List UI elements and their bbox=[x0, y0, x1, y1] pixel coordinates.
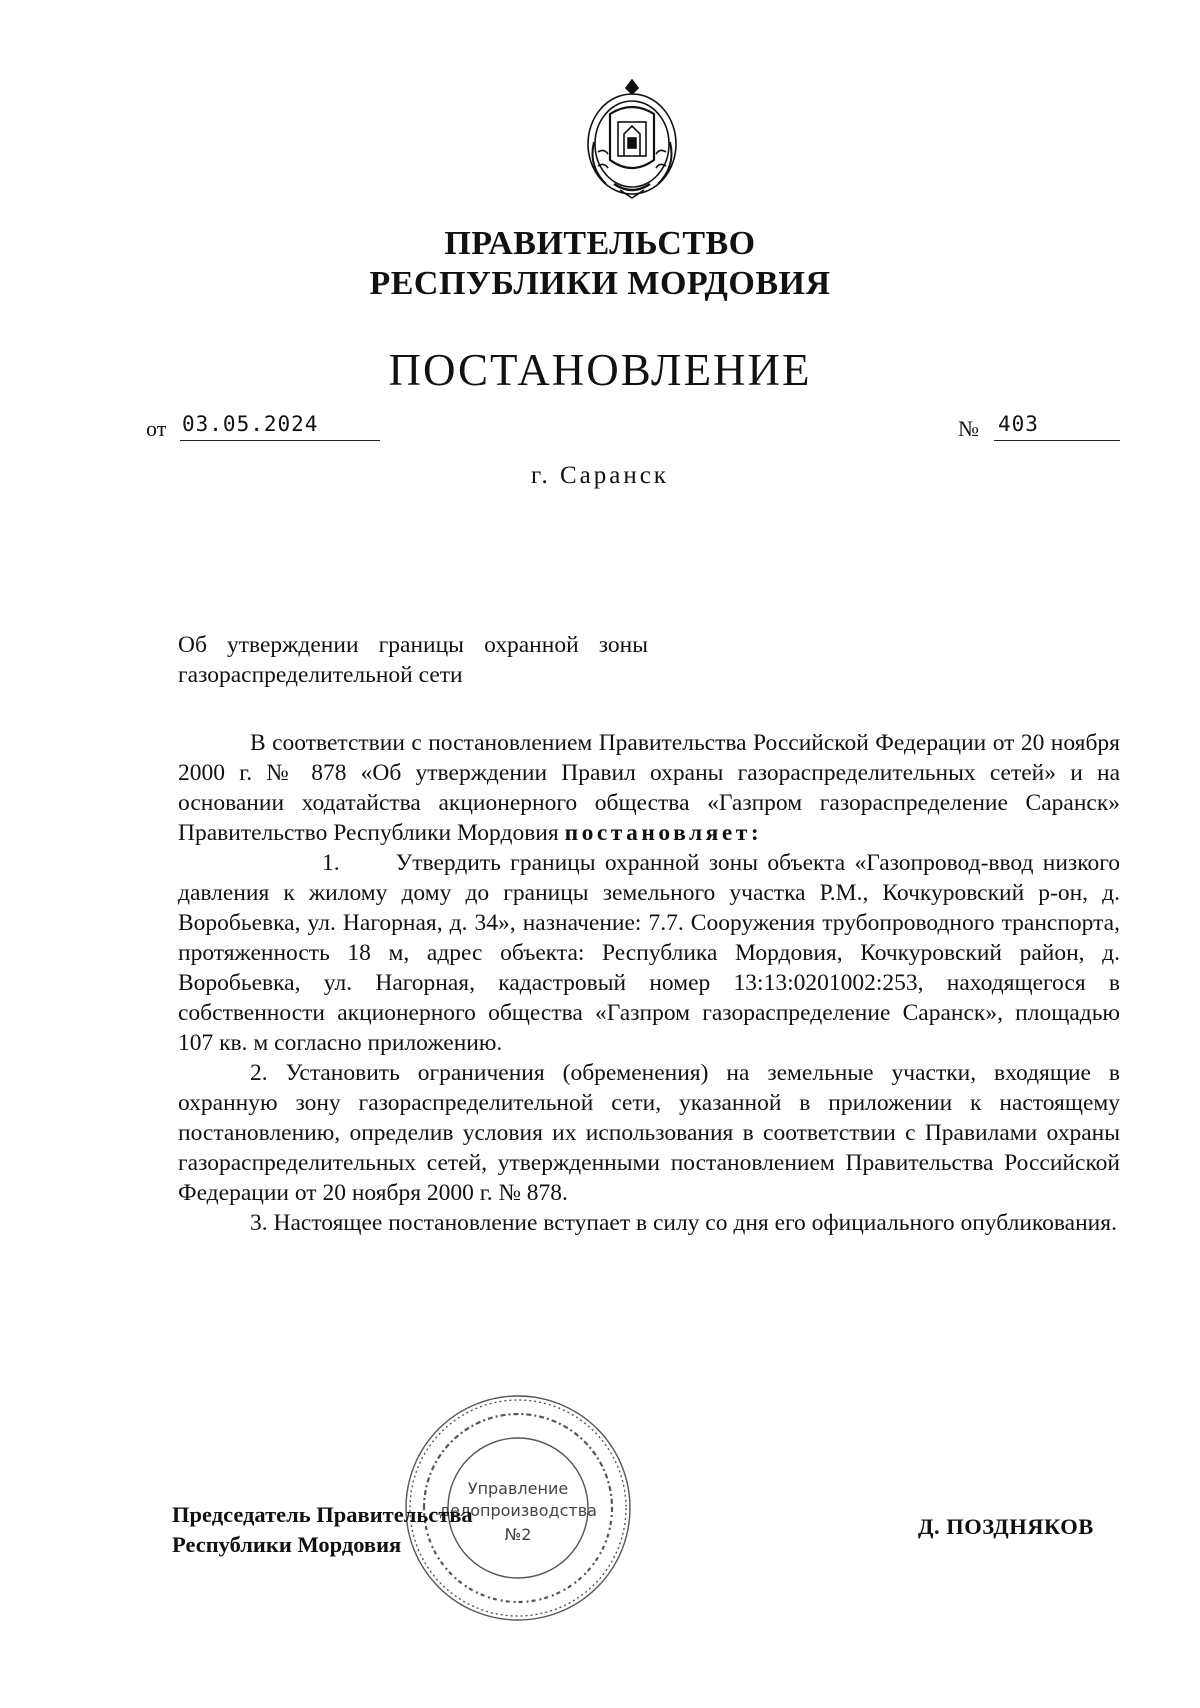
date-value: 03.05.2024 bbox=[182, 412, 319, 436]
number-prefix: № bbox=[958, 416, 979, 441]
item-1-number: 1. bbox=[322, 850, 340, 876]
document-type-title: ПОСТАНОВЛЕНИЕ bbox=[388, 345, 812, 395]
item-3-paragraph: 3. Настоящее постановление вступает в силу со дня его официального опубликования. bbox=[250, 1210, 1117, 1236]
document-subject: Об утверждении границы охранной зоны газораспределительной сети bbox=[178, 632, 648, 688]
date-underline bbox=[180, 440, 380, 441]
intro-text: В соответствии с постановлением Правительства Российской Федерации от 20 ноября 2000 г. № 878 «Об утверждении Правил охраны газораспределительных сетей» и на основании ходатайства акционерного общества «Газпром газораспределение Саранск» Правительство Республики Мордовия bbox=[178, 730, 1120, 846]
item-1-text: Утвердить границы охранной зоны объекта «Газопровод-ввод низкого давления к жилому дому до границы земельного участка Р.М., Кочкуровский р-он, д. Воробьевка, ул. Нагорная, д. 34», назначение: 7.7. Сооружения трубопроводного транспорта, протяженность 18 м, адрес объекта: Республика Мордовия, Кочкуровский район, д. Воробьевка, ул. Нагорная, кадастровый номер 13:13:0201002:253, находящегося в собственности акционерного общества «Газпром газораспределение Саранск», площадью 107 кв. м согласно приложению. bbox=[178, 850, 1120, 1056]
item-1-paragraph bbox=[178, 848, 1120, 1058]
signatory-title-line2: Республики Мордовия bbox=[172, 1532, 402, 1557]
date-prefix: от bbox=[146, 416, 167, 441]
stamp-line-3: №2 bbox=[504, 1525, 532, 1544]
number-underline bbox=[994, 440, 1120, 441]
signatory-title-line1: Председатель Правительства bbox=[172, 1502, 473, 1527]
signatory-name: Д. ПОЗДНЯКОВ bbox=[918, 1514, 1094, 1539]
intro-paragraph bbox=[178, 728, 1120, 848]
item-2-paragraph: 2. Установить ограничения (обременения) на земельные участки, входящие в охранную зону газораспределительной сети, указанной в приложении к настоящему постановлению, определив условия их использования в соответствии с Правилами охраны газораспределительных сетей, утвержденными постановлением Правительства Российской Федерации от 20 ноября 2000 г. № 878. bbox=[178, 1060, 1120, 1206]
city-of-issue: г. Саранск bbox=[531, 462, 669, 489]
organization-name-line2: РЕСПУБЛИКИ МОРДОВИЯ bbox=[369, 265, 831, 302]
stamp-line-1: Управление bbox=[467, 1479, 569, 1498]
resolves-keyword: постановляет: bbox=[564, 820, 763, 846]
organization-name-line1: ПРАВИТЕЛЬСТВО bbox=[444, 225, 756, 262]
stamp-line-2: делопроизводства bbox=[439, 1501, 597, 1520]
document-date bbox=[146, 412, 386, 444]
signatory-title bbox=[172, 1500, 473, 1560]
coat-of-arms-icon bbox=[580, 76, 684, 202]
document-body bbox=[178, 728, 1120, 1238]
number-value: 403 bbox=[998, 412, 1039, 436]
document-number bbox=[958, 412, 1128, 444]
